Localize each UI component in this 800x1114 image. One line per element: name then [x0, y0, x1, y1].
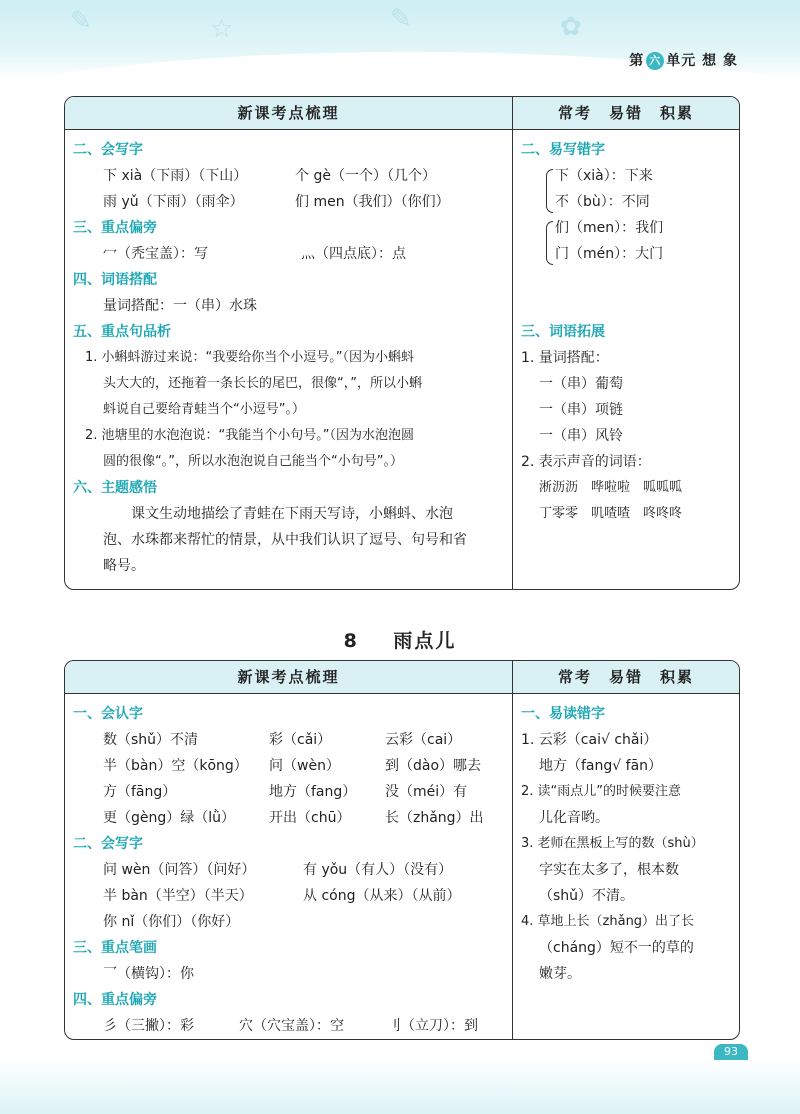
expansion-item: 一（串）项链 [539, 402, 623, 418]
misread-item: 字实在太多了，根本数 [539, 862, 679, 878]
write-char-item: 半 bàn（半空）（半天） [103, 888, 253, 904]
lesson-title [0, 626, 800, 653]
read-char-item: 半（bàn）空（kōng） [103, 758, 248, 774]
write-char-item: 问 wèn（问答）（问好） [103, 862, 256, 878]
box-header-left: 新课考点梳理 [237, 668, 340, 686]
sentence-analysis-line: 头大大的，还拖着一条长长的尾巴，很像“，”，所以小蝌 [103, 376, 422, 391]
write-char-item: 个 gè（一个）（几个） [295, 168, 436, 184]
brace-bracket [546, 169, 553, 213]
section-heading: 三、重点偏旁 [73, 220, 157, 236]
section-heading: 一、会认字 [73, 706, 143, 722]
unit-prefix: 第 [629, 53, 645, 69]
misread-item: 儿化音哟。 [539, 810, 609, 826]
sentence-analysis-line: 圆的很像“。”，所以水泡泡说自己能当个“小句号”。） [103, 454, 403, 469]
expansion-item: 一（串）葡萄 [539, 376, 623, 392]
section-heading: 一、易读错字 [521, 706, 605, 722]
radical-item: 冖（秃宝盖）：写 [103, 246, 208, 262]
write-char-item: 从 cóng（从来）（从前） [303, 888, 461, 904]
theme-text-line: 略号。 [103, 558, 145, 574]
radical-item: 刂（立刀）：到 [387, 1018, 478, 1034]
brace-bracket [546, 221, 553, 265]
stroke-item: 乛（横钩）：你 [103, 966, 194, 982]
section-heading: 三、重点笔画 [73, 940, 157, 956]
error-char-item: 不（bù）：不同 [555, 194, 650, 210]
lesson-name: 雨点儿 [393, 630, 457, 652]
box-header-left: 新课考点梳理 [237, 104, 340, 122]
lesson-number: 8 [343, 630, 359, 652]
section-heading: 二、会写字 [73, 836, 143, 852]
misread-item: 2. 读“雨点儿”的时候要注意 [521, 784, 682, 799]
note-decoration-icon: ✎ [390, 4, 412, 34]
misread-item: （shǔ）不清。 [539, 888, 635, 904]
box-header [65, 97, 739, 130]
write-char-item: 有 yǒu（有人）（没有） [303, 862, 453, 878]
write-char-item: 你 nǐ（你们）（你好） [103, 914, 240, 930]
theme-text-line: 泡、水珠都来帮忙的情景，从中我们认识了逗号、句号和省 [103, 532, 467, 548]
radical-item: 穴（穴宝盖）：空 [239, 1018, 344, 1034]
error-char-item: 门（mén）：大门 [555, 246, 664, 262]
sentence-analysis-line: 1. 小蝌蚪游过来说：“我要给你当个小逗号。”（因为小蝌蚪 [85, 350, 415, 365]
sentence-analysis-line: 蚪说自己要给青蛙当个“小逗号”。） [103, 402, 305, 417]
pencil-decoration-icon: ✎ [70, 6, 92, 36]
read-char-item: 彩（cǎi） [269, 732, 332, 748]
box-header [65, 661, 739, 694]
read-char-item: 到（dào）哪去 [385, 758, 482, 774]
read-char-item: 长（zhǎng）出 [385, 810, 484, 826]
theme-text-line: 课文生动地描绘了青蛙在下雨天写诗，小蝌蚪、水泡 [131, 506, 453, 522]
section-heading: 四、重点偏旁 [73, 992, 157, 1008]
error-char-item: 下（xià）：下来 [555, 168, 653, 184]
write-char-item: 们 men（我们）（你们） [295, 194, 450, 210]
expansion-item: 2. 表示声音的词语： [521, 454, 651, 470]
read-char-item: 地方（fang） [269, 784, 357, 800]
read-char-item: 没（méi）有 [385, 784, 468, 800]
write-char-item: 下 xià（下雨）（下山） [103, 168, 248, 184]
misread-item: 4. 草地上长（zhǎng）出了长 [521, 914, 695, 929]
box-header-right: 常考 易错 积累 [557, 104, 694, 122]
lesson7-summary-box [64, 96, 740, 590]
read-char-item: 更（gèng）绿（lǜ） [103, 810, 236, 826]
read-char-item: 开出（chū） [269, 810, 351, 826]
sound-words-line: 丁零零 叽喳喳 咚咚咚 [539, 506, 683, 521]
lesson8-summary-box [64, 660, 740, 1040]
flower-decoration-icon: ✿ [560, 12, 582, 42]
column-divider [512, 97, 513, 589]
radical-item: 灬（四点底）：点 [301, 246, 406, 262]
read-char-item: 云彩（cai） [385, 732, 462, 748]
read-char-item: 数（shǔ）不清 [103, 732, 199, 748]
misread-item: 1. 云彩（cai√ chǎi） [521, 732, 658, 748]
section-heading: 三、词语拓展 [521, 324, 605, 340]
footer-background [0, 1056, 800, 1114]
unit-header [629, 50, 738, 70]
section-heading: 五、重点句品析 [73, 324, 171, 340]
misread-item: 地方（fang√ fān） [539, 758, 663, 774]
write-char-item: 雨 yǔ（下雨）（雨伞） [103, 194, 244, 210]
page-number: 93 [714, 1044, 748, 1060]
section-heading: 二、会写字 [73, 142, 143, 158]
read-char-item: 方（fāng） [103, 784, 177, 800]
unit-suffix: 单元 [666, 53, 697, 69]
misread-item: 嫩芽。 [539, 966, 581, 982]
box-header-right: 常考 易错 积累 [557, 668, 694, 686]
unit-title: 想 象 [702, 53, 738, 69]
section-heading: 六、主题感悟 [73, 480, 157, 496]
expansion-item: 1. 量词搭配： [521, 350, 609, 366]
misread-item: 3. 老师在黑板上写的数（shù） [521, 836, 704, 851]
collocation-item: 量词搭配：一（串）水珠 [103, 298, 257, 314]
expansion-item: 一（串）风铃 [539, 428, 623, 444]
sentence-analysis-line: 2. 池塘里的水泡泡说：“我能当个小句号。”（因为水泡泡圆 [85, 428, 415, 443]
misread-item: （cháng）短不一的草的 [539, 940, 694, 956]
error-char-item: 们（men）：我们 [555, 220, 664, 236]
star-decoration-icon: ☆ [210, 14, 234, 44]
section-heading: 四、词语搭配 [73, 272, 157, 288]
column-divider [512, 661, 513, 1039]
unit-number-badge: 六 [646, 52, 664, 70]
radical-item: 彡（三撇）：彩 [103, 1018, 194, 1034]
read-char-item: 问（wèn） [269, 758, 340, 774]
sound-words-line: 淅沥沥 哗啦啦 呱呱呱 [539, 480, 683, 495]
section-heading: 二、易写错字 [521, 142, 605, 158]
